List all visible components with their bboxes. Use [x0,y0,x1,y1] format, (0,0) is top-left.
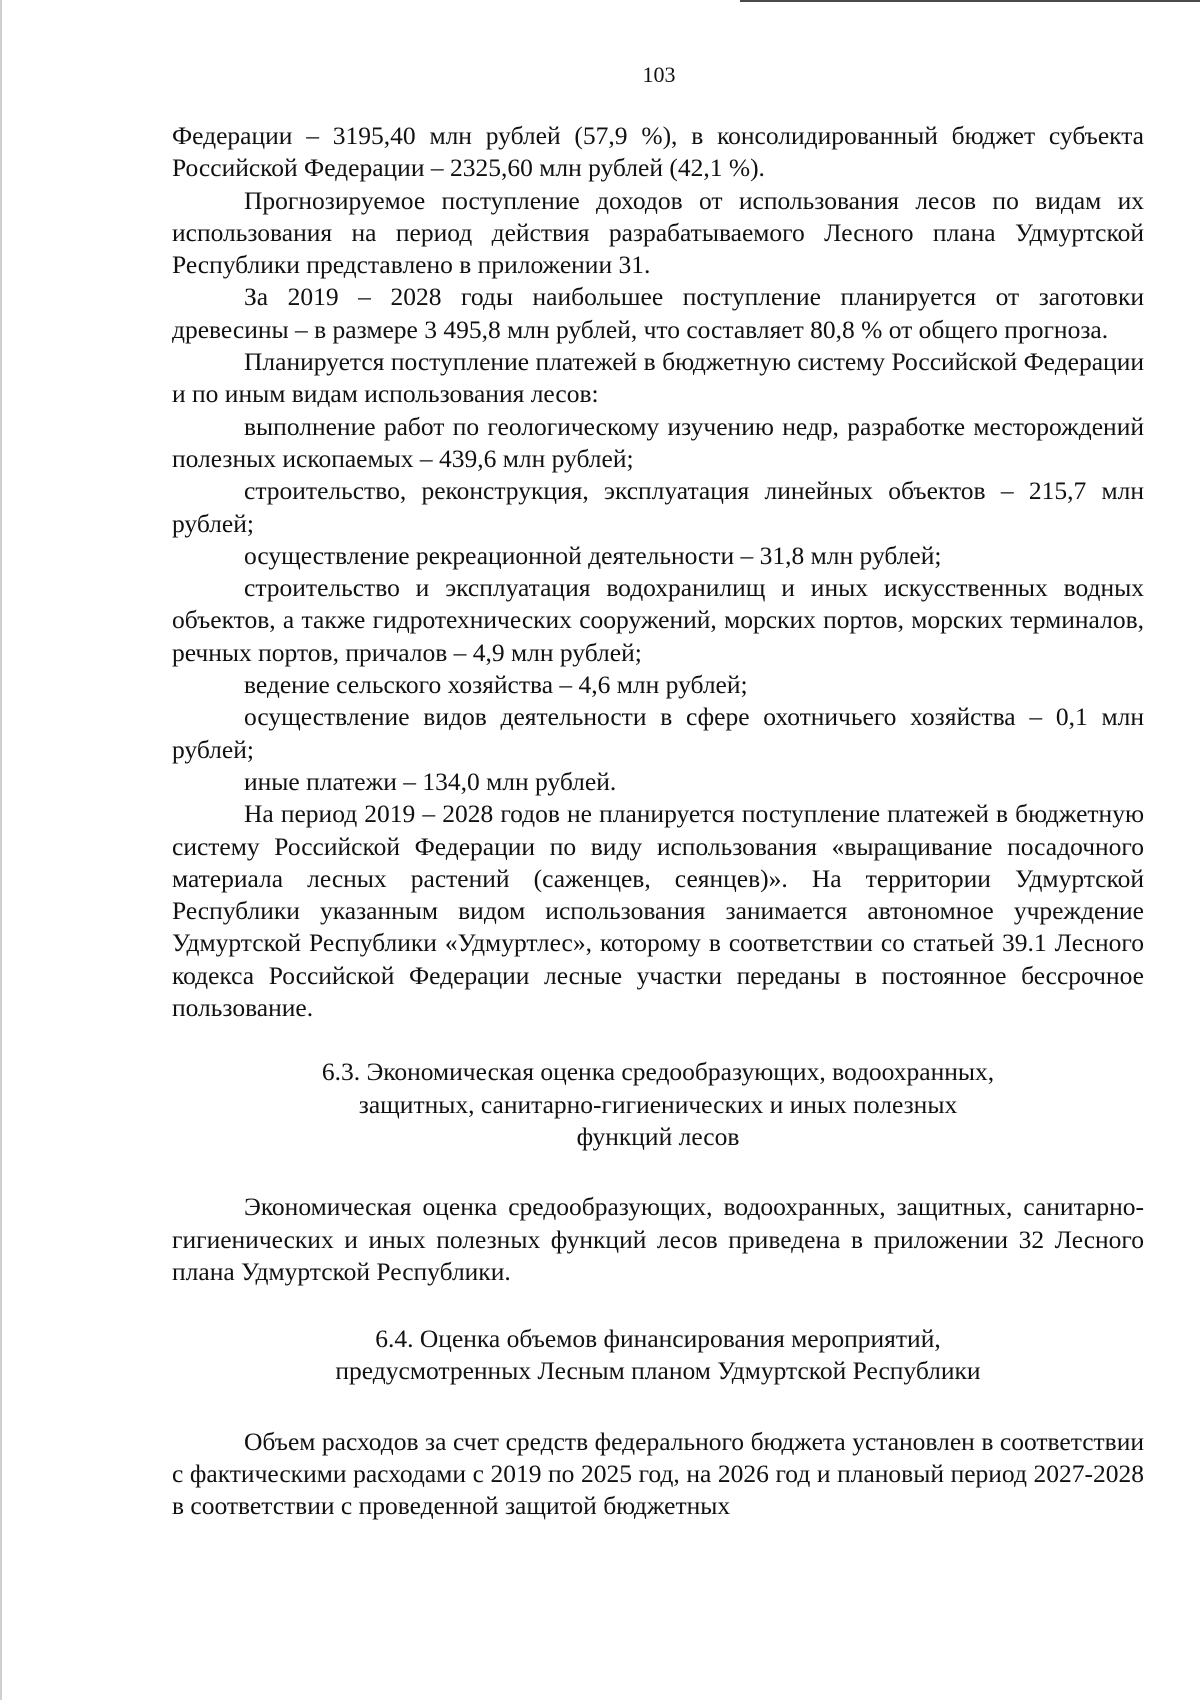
paragraph-payments-intro: Планируется поступление платежей в бюджетную систему Российской Федерации и по иным видам использования лесов: [172,347,1144,409]
section-heading-line: 6.4. Оценка объемов финансирования мероприятий, [375,1324,941,1354]
list-item-recreation: осуществление рекреационной деятельности – 31,8 млн рублей; [244,540,942,570]
section-heading-6-3 [172,1056,1144,1153]
section-heading-line: предусмотренных Лесным планом Удмуртской Республики [335,1356,981,1386]
list-item-agriculture: ведение сельского хозяйства – 4,6 млн рублей; [244,670,748,700]
paragraph-federal-expenses: Объем расходов за счет средств федерального бюджета установлен в соответствии с фактическими расходами с 2019 по 2025 год, на 2026 год и плановый период 2027-2028 в соответствии с проведенной защитой бюджетных [172,1426,1144,1521]
list-item-geology: выполнение работ по геологическому изучению недр, разработке месторождений полезных ископаемых – 439,6 млн рублей; [172,411,1144,473]
scan-edge-left [0,0,2,1700]
paragraph-forecast-intro: Прогнозируемое поступление доходов от использования лесов по видам их использования на период действия разрабатываемого Лесного плана Удмуртской Республики представлено в приложении 31. [172,185,1144,280]
section-heading-line: 6.3. Экономическая оценка средообразующих, водоохранных, [321,1057,995,1087]
paragraph-economic-assessment: Экономическая оценка средообразующих, водоохранных, защитных, санитарно-гигиенических и иных полезных функций лесов приведена в приложении 32 Лесного плана Удмуртской Республики. [172,1192,1144,1286]
paragraph-timber-revenue: За 2019 – 2028 годы наибольшее поступление планируется от заготовки древесины – в размере 3 495,8 млн рублей, что составляет 80,8 % от общего прогноза. [172,282,1144,344]
list-item-hunting: осуществление видов деятельности в сфере охотничьего хозяйства – 0,1 млн рублей; [172,702,1144,764]
section-heading-line: функций лесов [576,1121,740,1151]
paragraph-continuation: Федерации – 3195,40 млн рублей (57,9 %), в консолидированный бюджет субъекта Российской Федерации – 2325,60 млн рублей (42,1 %). [172,121,1144,183]
scan-edge-top [740,0,1200,2]
list-item-linear-objects: строительство, реконструкция, эксплуатация линейных объектов – 215,7 млн рублей; [172,476,1144,538]
section-heading-6-4 [172,1323,1144,1388]
document-body [172,120,1144,1523]
list-item-reservoirs: строительство и эксплуатация водохранилищ и иных искусственных водных объектов, а также гидротехнических сооружений, морских портов, морских терминалов, речных портов, причалов – 4,9 млн рублей; [172,573,1144,667]
page-number: 103 [642,62,676,87]
paragraph-seedlings: На период 2019 – 2028 годов не планируется поступление платежей в бюджетную систему Российской Федерации по виду использования «выращивание посадочного материала лесных растений (саженцев, сеянцев)». На территории Удмуртской Республики указанным видом использования занимается автономное учреждение Удмуртской Республики «Удмуртлес», которому в соответствии со статьей 39.1 Лесного кодекса Российской Федерации лесные участки переданы в постоянное бессрочное пользование. [172,799,1144,1023]
list-item-other-payments: иные платежи – 134,0 млн рублей. [244,766,617,796]
section-heading-line: защитных, санитарно-гигиенических и иных полезных [358,1089,958,1119]
